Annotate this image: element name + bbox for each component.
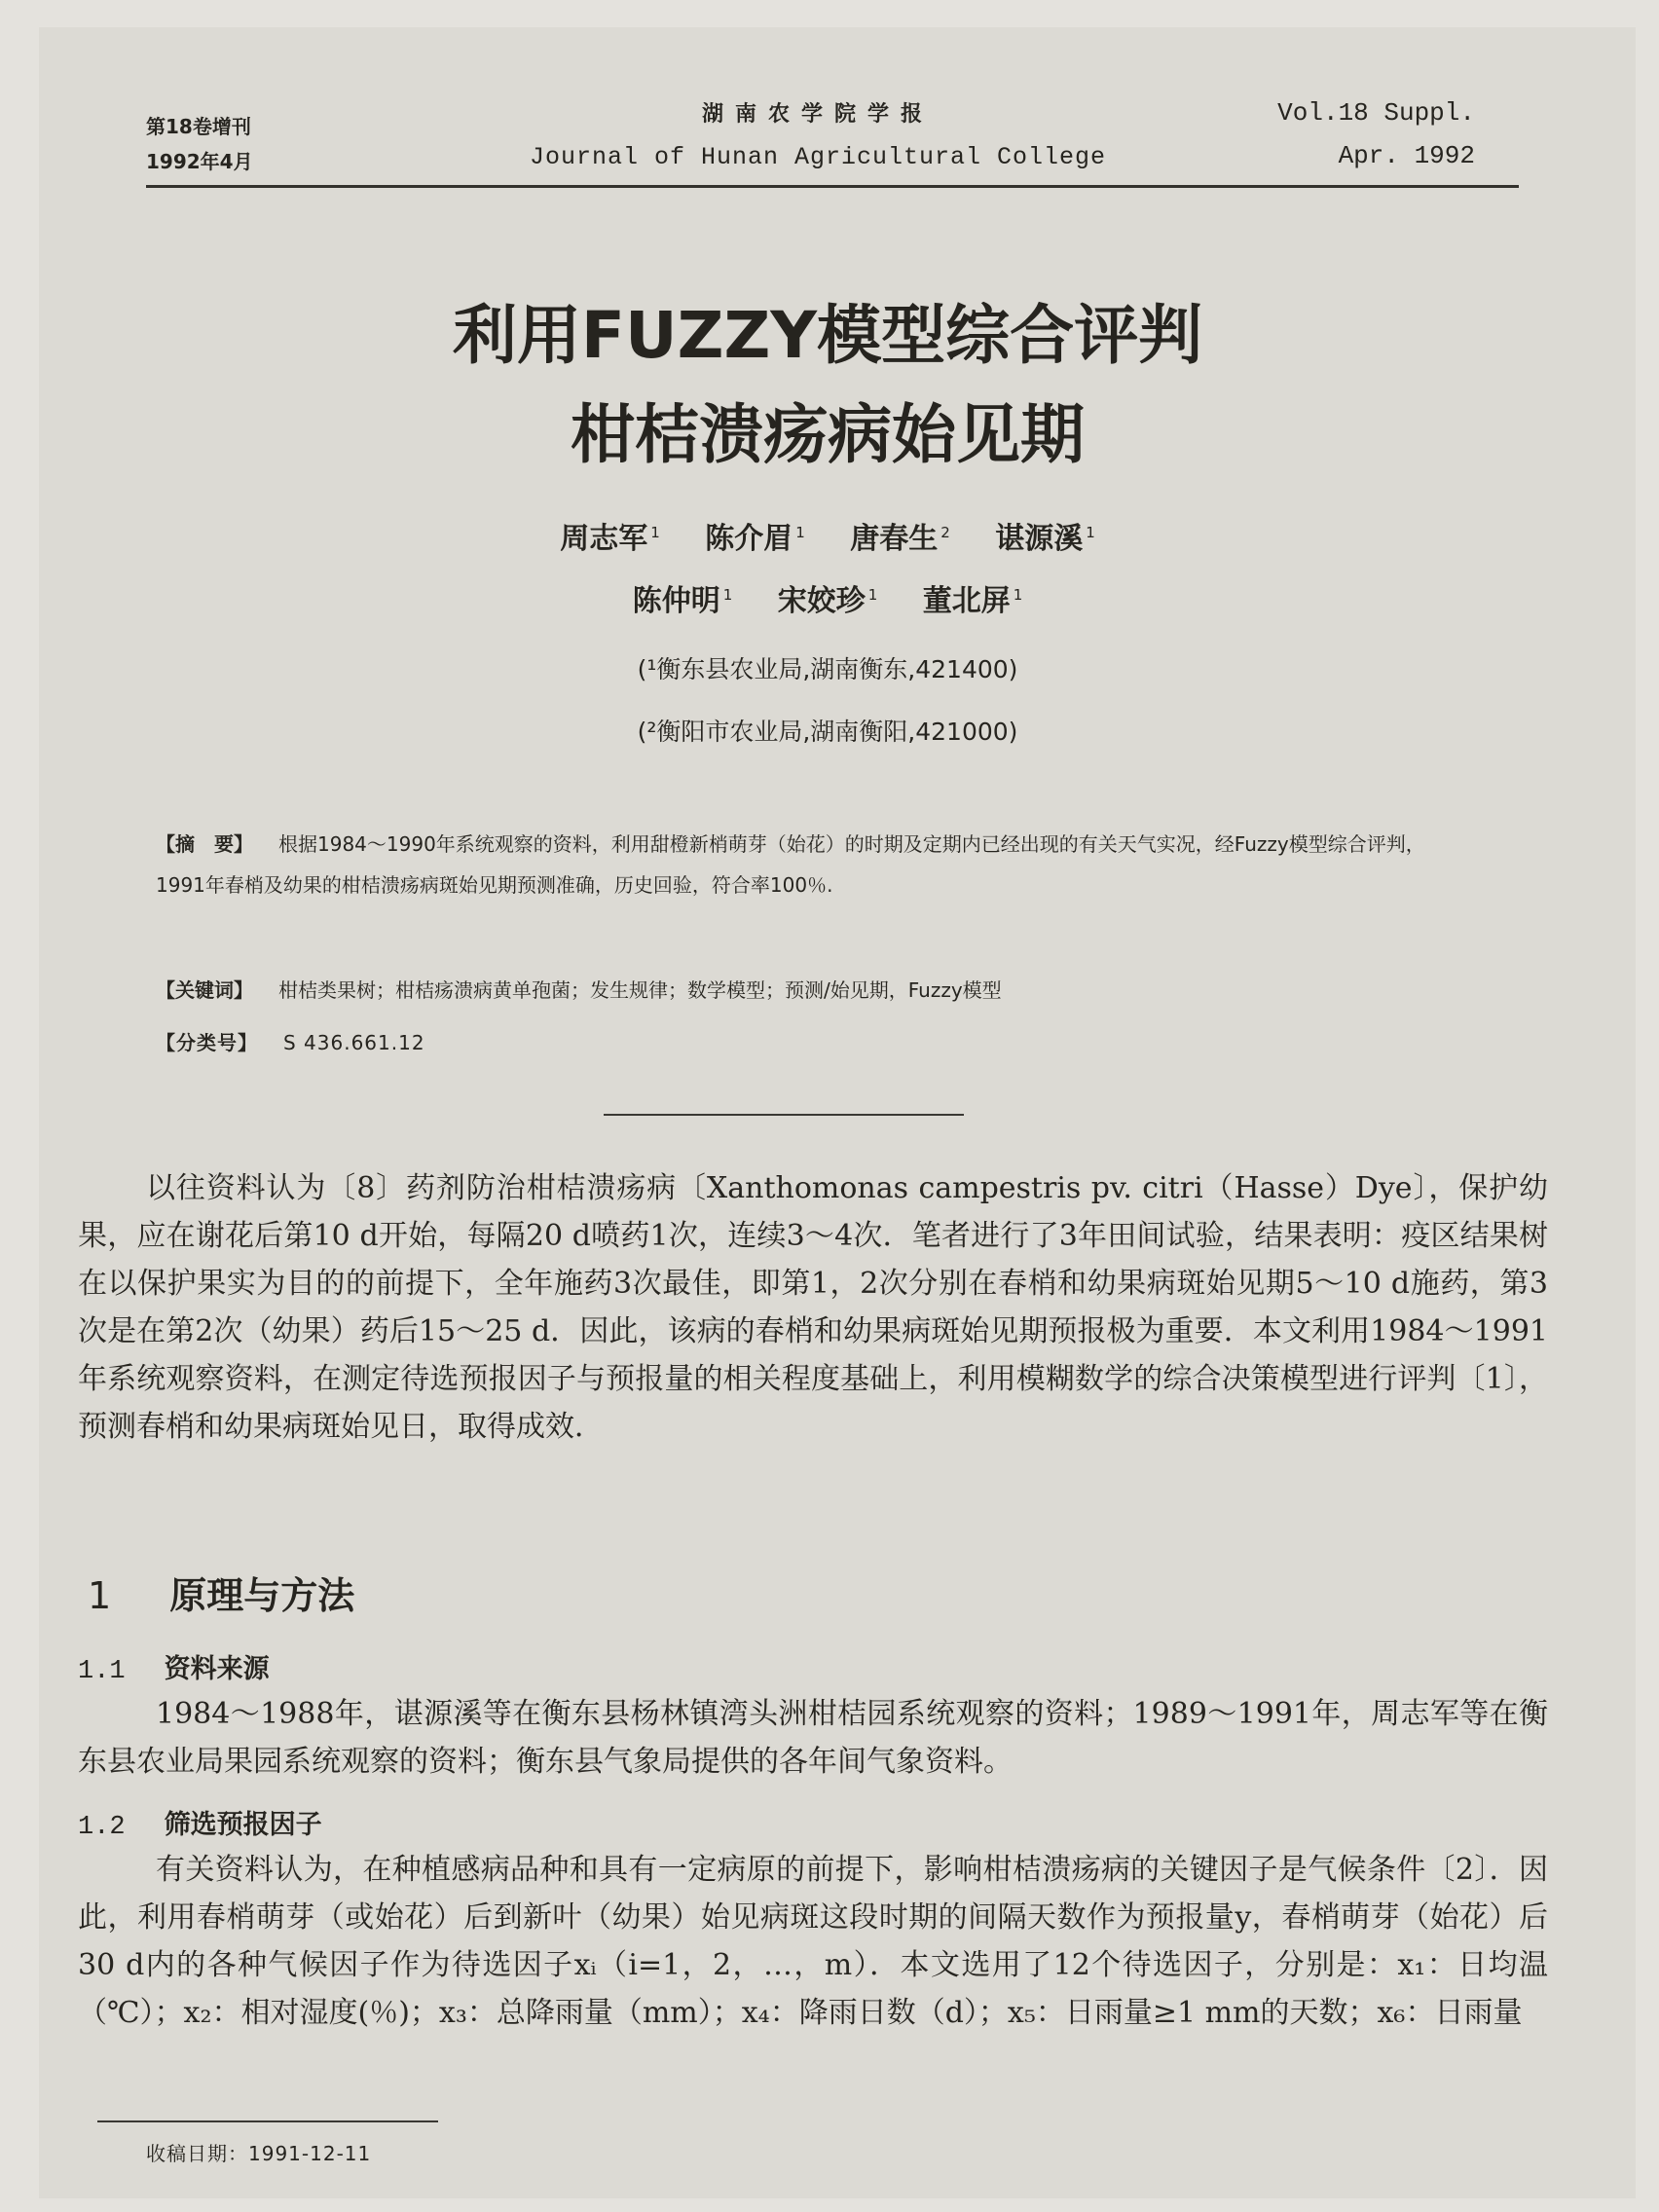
section-1-heading	[88, 1566, 354, 1619]
paper-title-line-1: 利用FUZZY模型综合评判	[452, 298, 1203, 373]
section-number: 1	[88, 1574, 112, 1617]
author: 宋姣珍 $^1$	[777, 584, 878, 618]
keywords-text: 柑桔类果树；柑桔疡溃病黄单孢菌；发生规律；数学模型；预测/始见期，Fuzzy模型	[278, 978, 1002, 1002]
subsection-number: 1.1	[78, 1657, 126, 1686]
author: 陈仲明 $^1$	[632, 584, 733, 618]
subsection-1-2-text: 有关资料认为，在种植感病品种和具有一定病原的前提下，影响柑桔溃疡病的关键因子是气候条件〔2〕．因此，利用春梢萌芽（或始花）后到新叶（幼果）始见病斑这段时期的间隔天数作为预报量y，春梢萌芽（始花）后30 d内的各种气候因子作为待选因子xᵢ（i=1，2，…，m）．本文选用了12个待选因子，分别是：x₁：日均温（℃）；x₂：相对湿度(％)；x₃：总降雨量（mm）；x₄：降雨日数（d）；x₅：日雨量≥1 mm的天数；x₆：日雨量	[78, 1853, 1548, 2030]
abstract	[156, 824, 1470, 905]
header-left	[146, 109, 253, 179]
date-cn: 1992年4月	[146, 150, 253, 173]
subsection-1-1-heading	[78, 1647, 270, 1686]
section-title: 原理与方法	[169, 1574, 355, 1617]
keywords-label: 【关键词】	[156, 978, 253, 1002]
header-rule	[146, 185, 1519, 188]
author: 谌源溪 $^1$	[995, 522, 1095, 556]
affiliation-2: (²衡阳市农业局,湖南衡阳,421000)	[637, 718, 1018, 746]
header-right	[1266, 92, 1475, 177]
subsection-number: 1.2	[78, 1813, 126, 1842]
subsection-title: 筛选预报因子	[164, 1810, 322, 1840]
abstract-text: 根据1984～1990年系统观察的资料，利用甜橙新梢萌芽（始花）的时期及定期内已经出现的有关天气实况，经Fuzzy模型综合评判，1991年春梢及幼果的柑桔溃疡病斑始见期预测准确，历史回验，符合率100％.	[156, 832, 1425, 897]
volume-cn: 第18卷增刊	[146, 115, 251, 138]
classification-label: 【分类号】	[156, 1031, 258, 1054]
classification-text: S 436.661.12	[283, 1031, 425, 1054]
volume-en: Vol.18 Suppl.	[1277, 98, 1475, 128]
paper-title-line-2: 柑桔溃疡病始见期	[571, 397, 1085, 472]
author-row-1	[195, 514, 1460, 557]
journal-title-cn: 湖南农学院学报	[701, 102, 934, 127]
author: 周志军 $^1$	[560, 522, 660, 556]
header-center	[526, 93, 1110, 179]
journal-title-en: Journal of Hunan Agricultural College	[529, 143, 1107, 171]
subsection-1-1-text: 1984～1988年，谌源溪等在衡东县杨林镇湾头洲柑桔园系统观察的资料；1989～1991年，周志军等在衡东县农业局果园系统观察的资料；衡东县气象局提供的各年间气象资料。	[78, 1697, 1548, 1779]
subsection-1-2-heading	[78, 1803, 322, 1842]
author: 董北屏 $^1$	[922, 584, 1023, 618]
footnote-rule	[97, 2120, 438, 2122]
subsection-title: 资料来源	[164, 1654, 270, 1684]
received-date-footnote: 收稿日期：1991-12-11	[146, 2142, 372, 2165]
author-row-2	[195, 576, 1460, 619]
section-divider	[604, 1114, 964, 1116]
abstract-label: 【摘 要】	[156, 832, 253, 856]
author: 唐春生 $^2$	[850, 522, 950, 556]
author: 陈介眉 $^1$	[705, 522, 805, 556]
keywords	[156, 970, 1470, 1011]
date-en: Apr. 1992	[1338, 141, 1475, 170]
intro-paragraph: 以往资料认为〔8〕药剂防治柑桔溃疡病〔Xanthomonas campestris pv. citri（Hasse）Dye〕，保护幼果，应在谢花后第10 d开始，每隔20 d喷药1次，连续3～4次．笔者进行了3年田间试验，结果表明：疫区结果树在以保护果实为目的的前提下，全年施药3次最佳，即第1，2次分别在春梢和幼果病斑始见期5～10 d施药，第3次是在第2次（幼果）药后15～25 d．因此，该病的春梢和幼果病斑始见期预报极为重要．本文利用1984～1991年系统观察资料，在测定待选预报因子与预报量的相关程度基础上，利用模糊数学的综合决策模型进行评判〔1〕，预测春梢和幼果病斑始见日，取得成效．	[78, 1171, 1548, 1444]
classification	[156, 1022, 1470, 1063]
affiliation-1: (¹衡东县农业局,湖南衡东,421400)	[637, 655, 1018, 683]
